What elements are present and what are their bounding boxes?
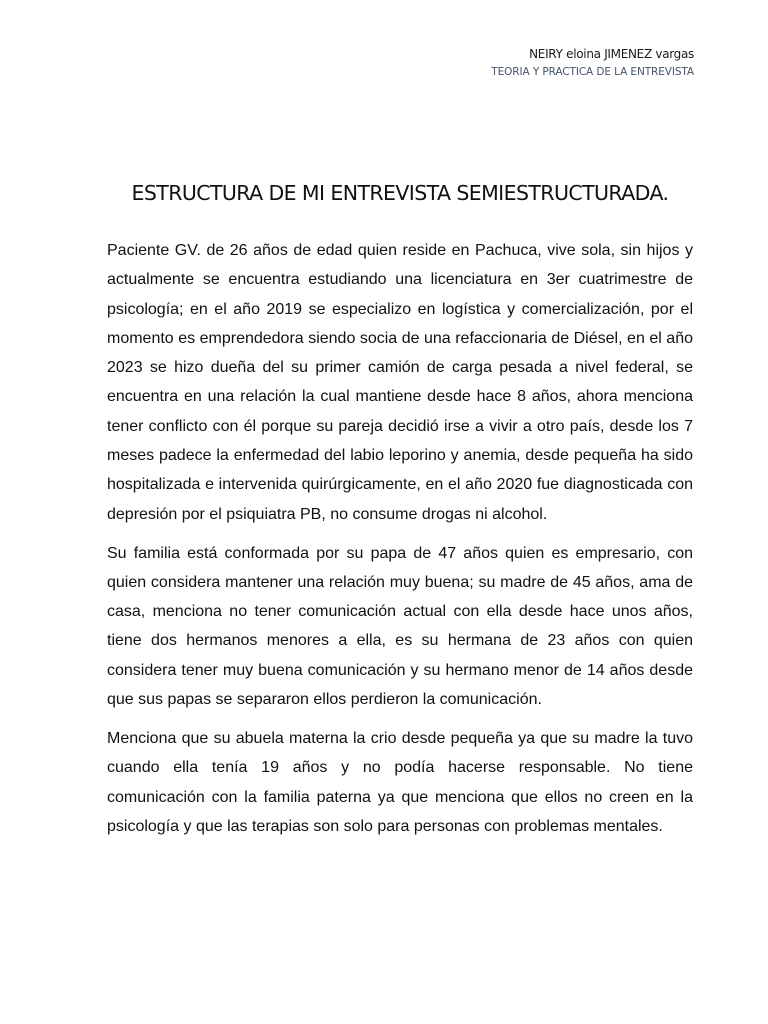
paragraph-family: Su familia está conformada por su papa de 47 años quien es empresario, con quien considera mantener una relación muy buena; su madre de 45 años, ama de casa, menciona no tener comunicación actual con ella desde hace unos años, tiene dos hermanos menores a ella, es su hermana de 23 años con quien considera tener muy buena comunicación y su hermano menor de 14 años desde que sus papas se separaron ellos perdieron la comunicación. <box>107 544 693 709</box>
header-subject: TEORIA Y PRACTICA DE LA ENTREVISTA <box>491 66 694 78</box>
document-body <box>107 236 693 851</box>
paragraph-grandmother: Menciona que su abuela materna la crio desde pequeña ya que su madre la tuvo cuando ella tenía 19 años y no podía hacerse responsable. No tiene comunicación con la familia paterna ya que menciona que ellos no creen en la psicología y que las terapias son solo para personas con problemas mentales. <box>107 729 693 835</box>
header-author: NEIRY eloina JIMENEZ vargas <box>529 47 694 61</box>
paragraph-patient-background: Paciente GV. de 26 años de edad quien reside en Pachuca, vive sola, sin hijos y actualmente se encuentra estudiando una licenciatura en 3er cuatrimestre de psicología; en el año 2019 se especializo en logística y comercialización, por el momento es emprendedora siendo socia de una refaccionaria de Diésel, en el año 2023 se hizo dueña del su primer camión de carga pesada a nivel federal, se encuentra en una relación la cual mantiene desde hace 8 años, ahora menciona tener conflicto con él porque su pareja decidió irse a vivir a otro país, desde los 7 meses padece la enfermedad del labio leporino y anemia, desde pequeña ha sido hospitalizada e intervenida quirúrgicamente, en el año 2020 fue diagnosticada con depresión por el psiquiatra PB, no consume drogas ni alcohol. <box>107 242 693 523</box>
document-title: ESTRUCTURA DE MI ENTREVISTA SEMIESTRUCTURADA. <box>131 181 669 205</box>
page-header <box>491 46 694 80</box>
